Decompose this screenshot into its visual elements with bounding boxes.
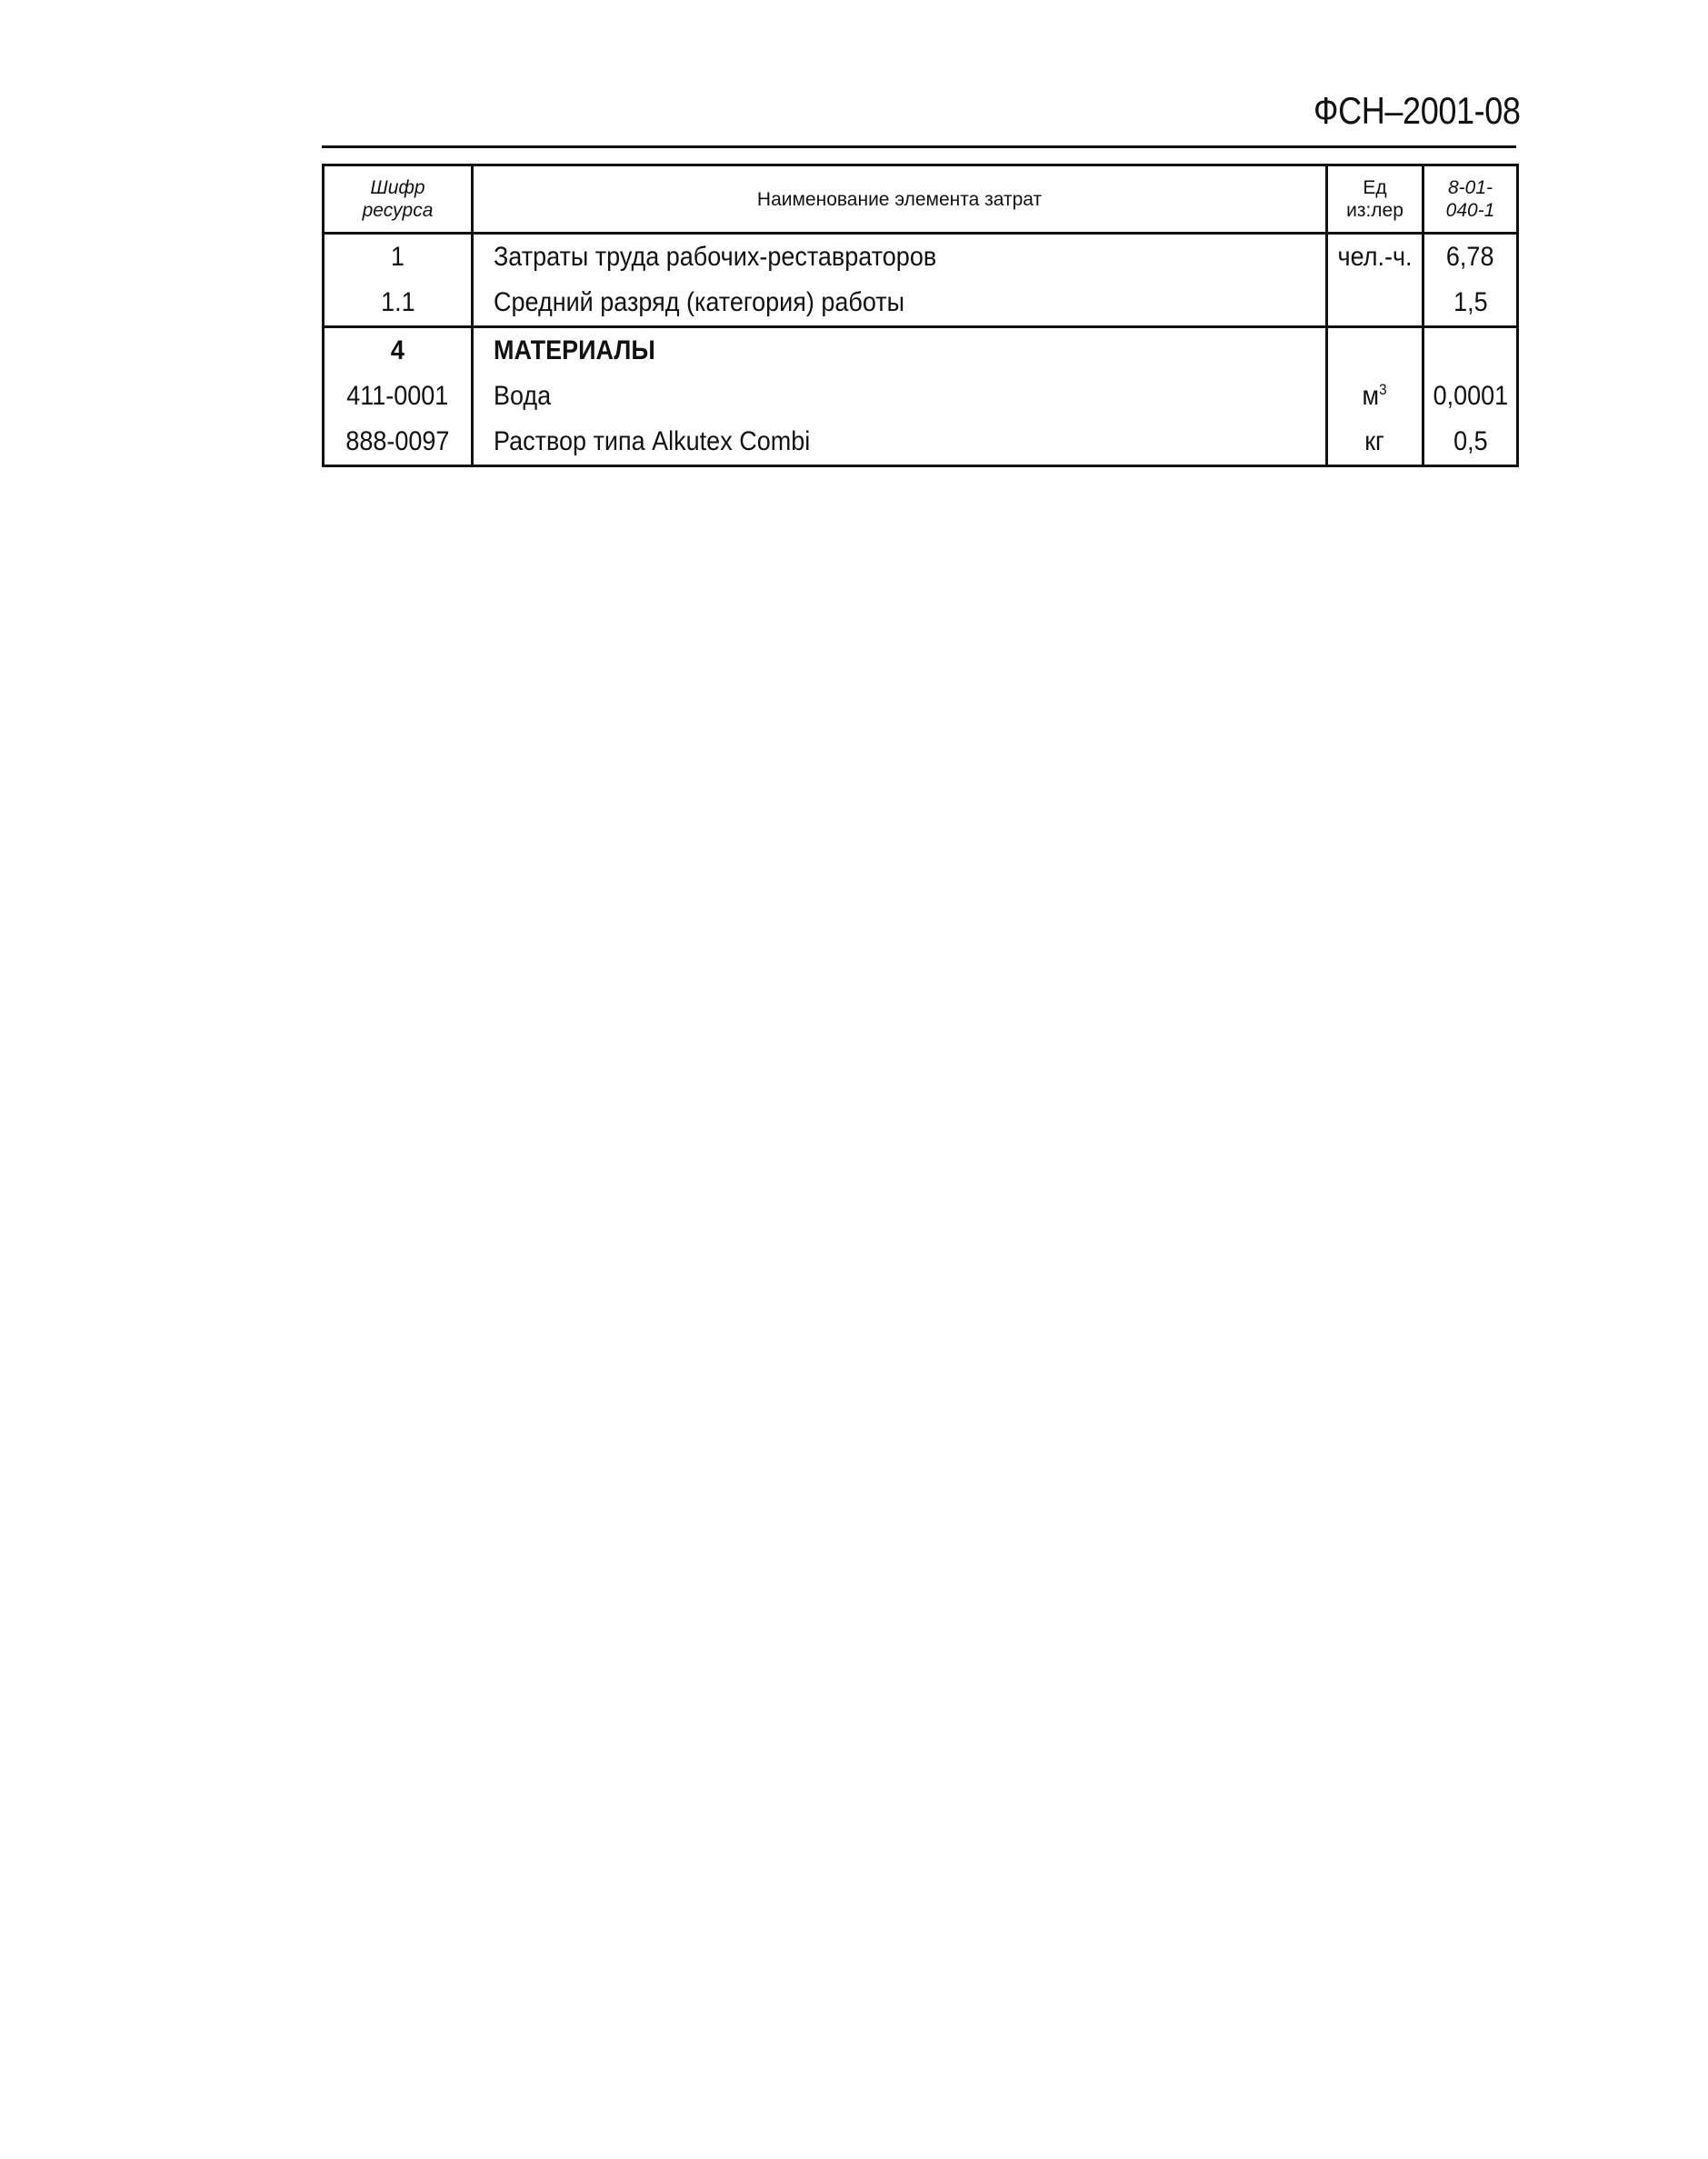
row-value xyxy=(1423,374,1518,419)
row-name-text: Раствор типа Alkutex Combi xyxy=(494,426,811,456)
row-unit xyxy=(1327,374,1423,419)
row-name-text: МАТЕРИАЛЫ xyxy=(494,335,655,365)
row-unit xyxy=(1327,280,1423,327)
row-code-text: 1.1 xyxy=(380,287,415,317)
row-unit-text: чел.-ч. xyxy=(1337,242,1413,272)
cost-table xyxy=(322,164,1519,467)
document-code: ФСН–2001-08 xyxy=(1313,89,1521,132)
table-section-row xyxy=(324,327,1518,375)
row-value-text: 0,0001 xyxy=(1433,381,1508,411)
row-name xyxy=(473,280,1327,327)
table-row xyxy=(324,374,1518,419)
row-code xyxy=(324,327,473,375)
row-name xyxy=(473,374,1327,419)
column-header-name-label: Наименование элемента затрат xyxy=(756,188,1043,210)
row-unit xyxy=(1327,234,1423,281)
row-value xyxy=(1423,327,1518,375)
row-value xyxy=(1423,419,1518,466)
row-value-text: 6,78 xyxy=(1446,242,1494,272)
row-code-text: 888-0097 xyxy=(345,426,450,456)
row-code xyxy=(324,280,473,327)
column-header-code-label: Шифр ресурса xyxy=(362,177,434,221)
column-header-name xyxy=(473,165,1327,234)
row-code xyxy=(324,419,473,466)
row-code-text: 4 xyxy=(390,335,405,365)
row-code xyxy=(324,374,473,419)
column-header-norm-label: 8-01-040-1 xyxy=(1445,177,1495,221)
row-name-text: Вода xyxy=(494,381,552,411)
row-name xyxy=(473,327,1327,375)
resource-table xyxy=(322,164,1516,467)
column-header-unit xyxy=(1327,165,1423,234)
row-name xyxy=(473,234,1327,281)
column-header-norm xyxy=(1423,165,1518,234)
row-value-text: 0,5 xyxy=(1453,426,1488,456)
row-name-text: Средний разряд (категория) работы xyxy=(494,287,905,317)
table-header-row xyxy=(324,165,1518,234)
row-code-text: 411-0001 xyxy=(346,381,449,411)
row-unit-base: м xyxy=(1362,381,1380,411)
row-name-text: Затраты труда рабочих-реставраторов xyxy=(494,242,937,272)
table-row xyxy=(324,280,1518,327)
column-header-code xyxy=(324,165,473,234)
row-name xyxy=(473,419,1327,466)
row-unit xyxy=(1327,327,1423,375)
row-value-text: 1,5 xyxy=(1453,287,1488,317)
row-unit xyxy=(1327,419,1423,466)
row-value xyxy=(1423,280,1518,327)
column-header-unit-label: Ед из:лер xyxy=(1346,177,1403,221)
row-code xyxy=(324,234,473,281)
row-unit-text xyxy=(1363,381,1387,412)
table-row xyxy=(324,234,1518,281)
header-rule xyxy=(322,145,1516,148)
row-unit-exponent: 3 xyxy=(1379,381,1388,398)
row-value xyxy=(1423,234,1518,281)
row-unit-text: кг xyxy=(1364,426,1385,456)
row-code-text: 1 xyxy=(390,242,405,272)
table-row xyxy=(324,419,1518,466)
